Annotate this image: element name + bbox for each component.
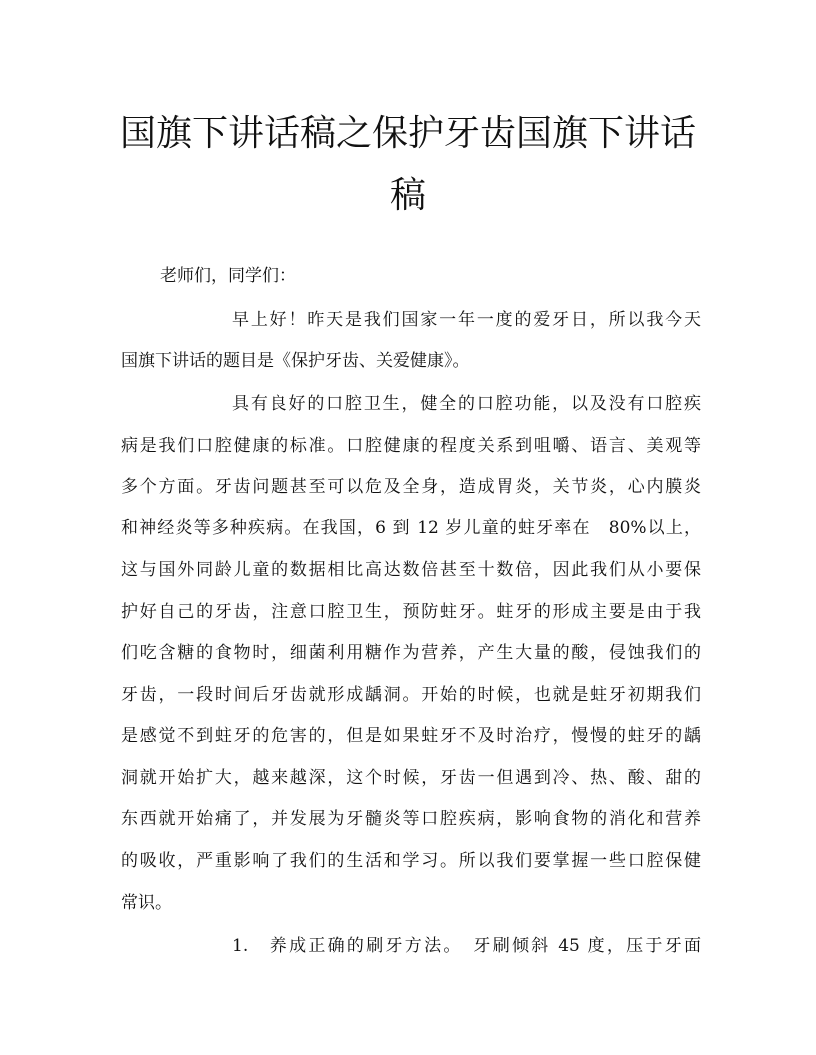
paragraph-2-line-4: 和神经炎等多种疾病。在我国，6 到 12 岁儿童的蛀牙率在 80%以上，: [121, 518, 701, 538]
paragraph-2-line-1: 具有良好的口腔卫生，健全的口腔功能，以及没有口腔疾: [232, 394, 701, 414]
paragraph-2-line-5: 这与国外同龄儿童的数据相比高达数倍甚至十数倍，因此我们从小要保: [121, 560, 701, 580]
paragraph-2-line-8: 牙齿，一段时间后牙齿就形成龋洞。开始的时候，也就是蛀牙初期我们: [121, 685, 701, 705]
paragraph-1-line-1: 早上好！昨天是我们国家一年一度的爱牙日，所以我今天: [232, 310, 701, 330]
paragraph-2-line-11: 东西就开始痛了，并发展为牙髓炎等口腔疾病，影响食物的消化和营养: [121, 809, 701, 829]
paragraph-2-line-3: 多个方面。牙齿问题甚至可以危及全身，造成胃炎，关节炎，心内膜炎: [121, 477, 701, 497]
document-title-line-2: 稿: [389, 175, 426, 216]
paragraph-2-line-13: 常识。: [121, 893, 172, 913]
paragraph-1-line-2: 国旗下讲话的题目是《保护牙齿、关爱健康》。: [121, 351, 470, 371]
paragraph-2-line-9: 是感觉不到蛀牙的危害的，但是如果蛀牙不及时治疗，慢慢的蛀牙的龋: [121, 726, 701, 746]
salutation: 老师们，同学们：: [160, 266, 296, 286]
paragraph-2-line-2: 病是我们口腔健康的标准。口腔健康的程度关系到咀嚼、语言、美观等: [121, 436, 701, 456]
list-item-1: 1. 养成正确的刷牙方法。 牙刷倾斜 45 度，压于牙面: [232, 936, 701, 956]
document-title-line-1: 国旗下讲话稿之保护牙齿国旗下讲话: [119, 113, 696, 154]
paragraph-2-line-10: 洞就开始扩大，越来越深，这个时候，牙齿一但遇到冷、热、酸、甜的: [121, 768, 701, 788]
paragraph-2-line-6: 护好自己的牙齿，注意口腔卫生，预防蛀牙。蛀牙的形成主要是由于我: [121, 602, 701, 622]
paragraph-2-line-7: 们吃含糖的食物时，细菌利用糖作为营养，产生大量的酸，侵蚀我们的: [121, 643, 701, 663]
paragraph-2-line-12: 的吸收，严重影响了我们的生活和学习。所以我们要掌握一些口腔保健: [121, 851, 701, 871]
